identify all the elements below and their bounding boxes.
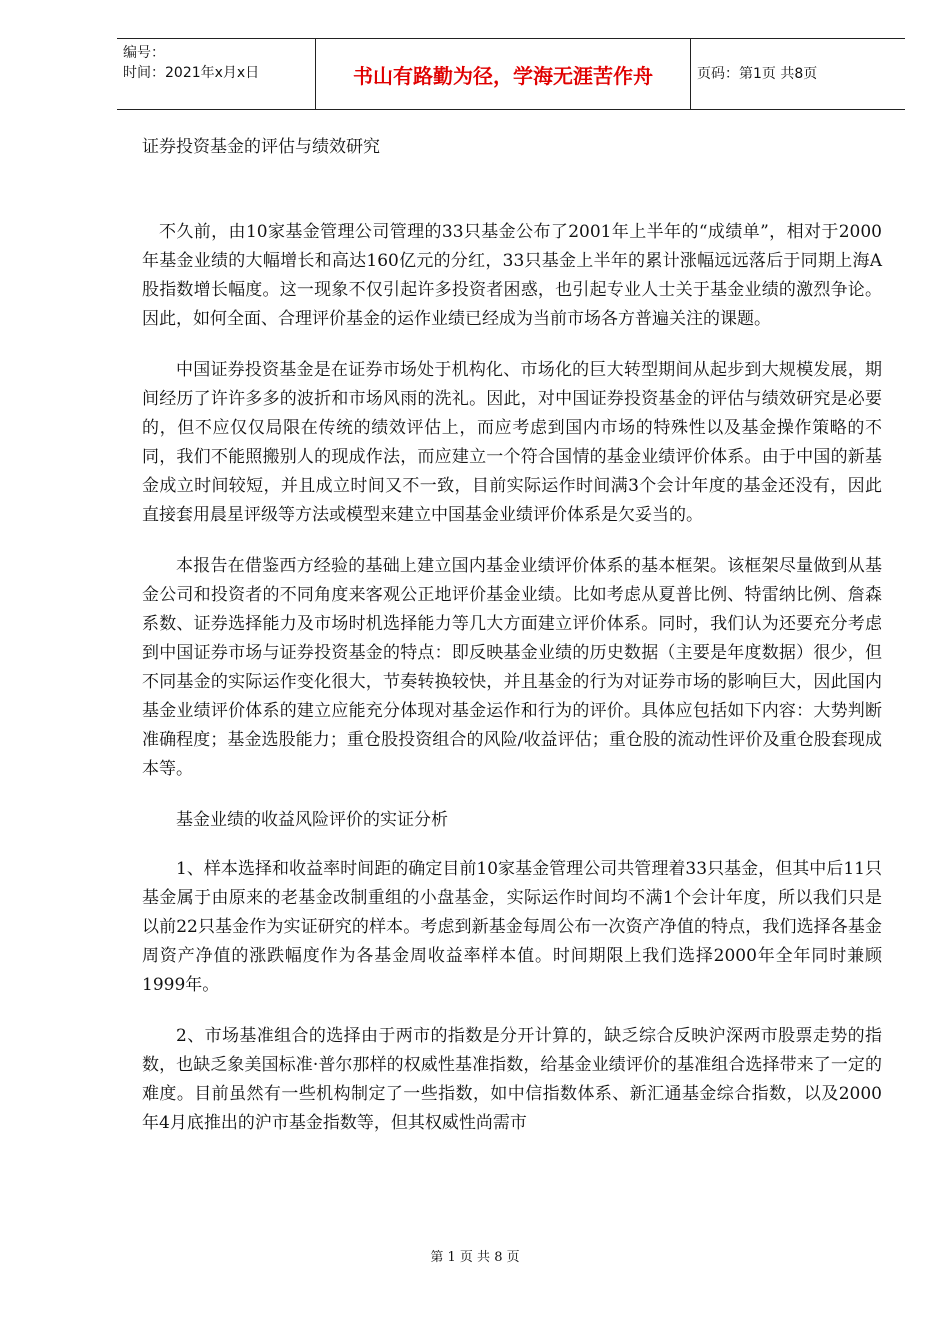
- document-number-label: 编号：: [123, 45, 165, 61]
- paragraph: 本报告在借鉴西方经验的基础上建立国内基金业绩评价体系的基本框架。该框架尽量做到从基金公司和投资者的不同角度来客观公正地评价基金业绩。比如考虑从夏普比例、特雷纳比例、詹森系数、证券选择能力及市场时机选择能力等几大方面建立评价体系。同时，我们认为还要充分考虑到中国证券市场与证券投资基金的特点：即反映基金业绩的历史数据（主要是年度数据）很少，但不同基金的实际运作变化很大，节奏转换较快，并且基金的行为对证券市场的影响巨大，因此国内基金业绩评价体系的建立应能充分体现对基金运作和行为的评价。具体应包括如下内容：大势判断准确程度；基金选股能力；重仓股投资组合的风险/收益评估；重仓股的流动性评价及重仓股套现成本等。: [142, 556, 882, 779]
- header-meta: [123, 43, 313, 83]
- section-heading: 基金业绩的收益风险评价的实证分析: [176, 810, 448, 830]
- header-page-info: 页码：第1页 共8页: [697, 66, 818, 82]
- paragraph: 1、样本选择和收益率时间距的确定目前10家基金管理公司共管理着33只基金，但其中后11只基金属于由原来的老基金改制重组的小盘基金，实际运作时间均不满1个会计年度，所以我们只是以前22只基金作为实证研究的样本。考虑到新基金每周公布一次资产净值的特点，我们选择各基金周资产净值的涨跌幅度作为各基金周收益率样本值。时间期限上我们选择2000年全年同时兼顾1999年。: [142, 859, 882, 995]
- paragraph: 不久前，由10家基金管理公司管理的33只基金公布了2001年上半年的“成绩单”，相对于2000年基金业绩的大幅增长和高达160亿元的分红，33只基金上半年的累计涨幅远远落后于同期上海A股指数增长幅度。这一现象不仅引起许多投资者困惑，也引起专业人士关于基金业绩的激烈争论。因此，如何全面、合理评价基金的运作业绩已经成为当前市场各方普遍关注的课题。: [142, 222, 882, 329]
- document-body: [142, 130, 882, 1160]
- header-motto: 书山有路勤为径，学海无涯苦作舟: [315, 39, 691, 109]
- page-header: [117, 38, 905, 110]
- document-title: 证券投资基金的评估与绩效研究: [142, 137, 380, 157]
- document-time-label: 时间：2021年x月x日: [123, 65, 260, 81]
- paragraph: 2、市场基准组合的选择由于两市的指数是分开计算的，缺乏综合反映沪深两市股票走势的指数，也缺乏象美国标准·普尔那样的权威性基准指数，给基金业绩评价的基准组合选择带来了一定的难度。目前虽然有一些机构制定了一些指数，如中信指数体系、新汇通基金综合指数，以及2000年4月底推出的沪市基金指数等，但其权威性尚需市: [142, 1026, 882, 1133]
- paragraph: 中国证券投资基金是在证券市场处于机构化、市场化的巨大转型期间从起步到大规模发展，期间经历了许许多多的波折和市场风雨的洗礼。因此，对中国证券投资基金的评估与绩效研究是必要的，但不应仅仅局限在传统的绩效评估上，而应考虑到国内市场的特殊性以及基金操作策略的不同，我们不能照搬别人的现成作法，而应建立一个符合国情的基金业绩评价体系。由于中国的新基金成立时间较短，并且成立时间又不一致，目前实际运作时间满3个会计年度的基金还没有，因此直接套用晨星评级等方法或模型来建立中国基金业绩评价体系是欠妥当的。: [142, 360, 882, 525]
- page-footer: 第 1 页 共 8 页: [430, 1250, 520, 1265]
